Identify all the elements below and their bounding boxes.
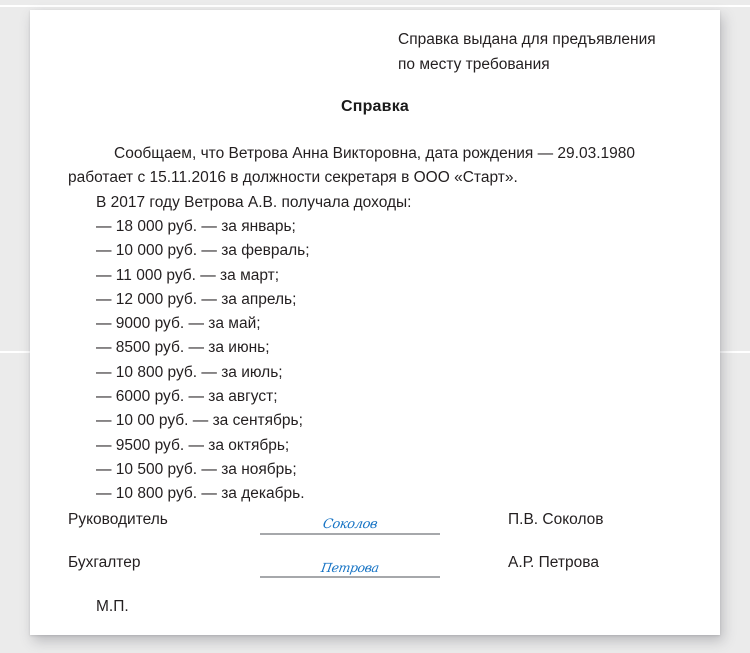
signature-role-label: Руководитель — [68, 511, 168, 528]
body-paragraph: Сообщаем, что Ветрова Анна Викторовна, дата рождения — 29.03.1980 работает с 15.11.2016 в должности секретаря в ООО «Старт». — [68, 145, 635, 186]
header-note-line-1: Справка выдана для предъявления — [398, 31, 656, 48]
signature-row-accountant — [68, 550, 688, 584]
list-item: — 9000 руб. — за май; — [96, 315, 261, 333]
signature-line — [260, 533, 440, 535]
header-note-line-2: по месту требования — [398, 56, 550, 73]
list-item: — 11 000 руб. — за март; — [96, 266, 280, 284]
document-sheet — [30, 10, 720, 635]
signature-role-label: Бухгалтер — [68, 554, 141, 571]
stamp-place-label: М.П. — [96, 598, 129, 615]
signature-field-accountant — [260, 550, 440, 578]
list-item: — 10 800 руб. — за декабрь. — [96, 485, 305, 503]
signature-name-label: А.Р. Петрова — [508, 554, 599, 571]
document-page — [30, 10, 720, 635]
list-item: — 12 000 руб. — за апрель; — [96, 290, 297, 308]
signature-field-director — [260, 507, 440, 535]
list-item: — 10 800 руб. — за июль; — [96, 363, 283, 381]
header-note — [398, 27, 698, 77]
list-item: — 18 000 руб. — за январь; — [96, 218, 296, 235]
list-item: — 8500 руб. — за июнь; — [96, 339, 270, 357]
handwritten-signature-icon: Соколов — [321, 517, 379, 532]
page-title: Справка — [340, 98, 410, 115]
signature-name-label: П.В. Соколов — [508, 511, 604, 528]
list-item: — 6000 руб. — за август; — [96, 388, 278, 406]
income-list-intro: В 2017 году Ветрова А.В. получала доходы: — [96, 194, 412, 211]
signature-line — [260, 576, 440, 578]
handwritten-signature-icon: Петрова — [319, 560, 380, 575]
list-item: — 10 500 руб. — за ноябрь; — [96, 460, 297, 478]
signature-row-director — [68, 507, 688, 541]
list-item: — 10 00 руб. — за сентябрь; — [96, 412, 303, 430]
list-item: — 10 000 руб. — за февраль; — [96, 242, 310, 260]
income-list — [96, 215, 310, 507]
list-item: — 9500 руб. — за октябрь; — [96, 436, 290, 454]
backdrop-seam-top — [0, 5, 750, 7]
